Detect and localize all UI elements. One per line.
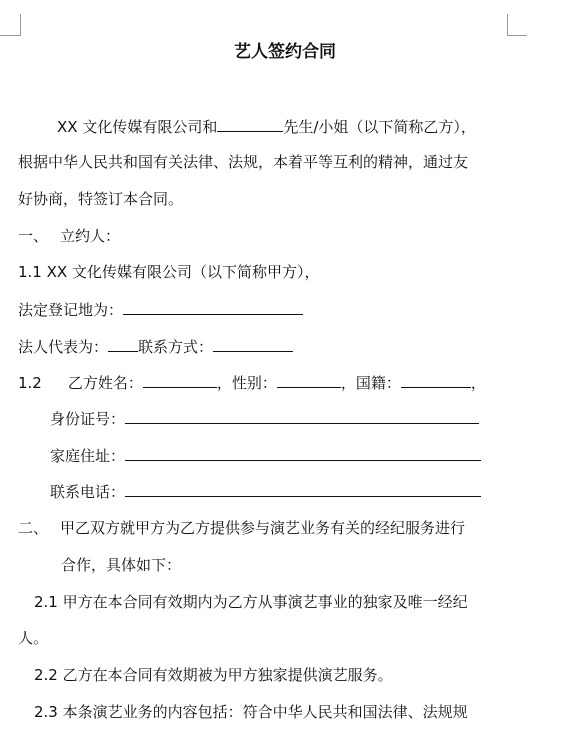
trailing-comma: ， [470, 374, 486, 392]
nationality-label: ，国籍： [340, 374, 401, 392]
registered-address-row [18, 299, 303, 320]
clause-2-2: 2.2 乙方在本合同有效期被为甲方独家提供演艺服务。 [34, 666, 393, 684]
id-number-field[interactable] [125, 408, 479, 424]
crop-mark-top-right [507, 14, 516, 36]
contact-label: 联系方式： [138, 338, 214, 356]
section-1-title: 立约人： [60, 227, 121, 245]
crop-mark-top-right-h [507, 35, 527, 37]
intro-line-1 [57, 116, 476, 137]
intro-line-3: 好协商，特签订本合同。 [18, 190, 184, 208]
clause-2-3: 2.3 本条演艺业务的内容包括：符合中华人民共和国法律、法规规 [34, 703, 468, 721]
contact-blank[interactable] [213, 336, 293, 352]
clause-1-1: 1.1 XX 文化传媒有限公司（以下简称甲方）， [18, 263, 320, 281]
home-address-label: 家庭住址： [50, 447, 126, 465]
registered-address-blank[interactable] [123, 299, 303, 315]
phone-label: 联系电话： [50, 483, 126, 501]
id-number-row [50, 408, 479, 429]
legal-rep-blank[interactable] [108, 336, 138, 352]
clause-1-2-number: 1.2 [18, 374, 42, 392]
gender-label: ，性别： [216, 374, 277, 392]
registered-address-label: 法定登记地为： [18, 301, 124, 319]
contract-title: 艺人签约合同 [234, 42, 336, 62]
clause-2-1-line-1: 2.1 甲方在本合同有效期内为乙方从事演艺事业的独家及唯一经纪 [34, 593, 468, 611]
crop-mark-top-left-h [0, 35, 20, 37]
legal-rep-label: 法人代表为： [18, 338, 109, 356]
party-b-name-field[interactable] [143, 372, 217, 388]
id-number-label: 身份证号： [50, 410, 126, 428]
home-address-field[interactable] [125, 445, 481, 461]
crop-mark-top-left [12, 14, 21, 36]
intro-line-2: 根据中华人民共和国有关法律、法规，本着平等互利的精神，通过友 [18, 153, 469, 171]
intro-party-b: 先生/小姐（以下简称乙方）， [283, 118, 476, 136]
section-2-title: 甲乙双方就甲方为乙方提供参与演艺业务有关的经纪服务进行 [60, 519, 466, 537]
section-1-heading [18, 226, 120, 246]
phone-field[interactable] [125, 481, 481, 497]
clause-2-1-line-2: 人。 [18, 629, 49, 647]
nationality-field[interactable] [401, 372, 471, 388]
section-2-number: 二、 [18, 519, 49, 537]
section-2-heading-line-2: 合作，具体如下： [61, 556, 182, 574]
clause-1-2-row [18, 372, 486, 393]
phone-row [50, 481, 481, 502]
legal-rep-row [18, 336, 293, 357]
party-b-name-blank[interactable] [217, 116, 283, 132]
section-2-heading-line-1 [18, 518, 465, 538]
gender-field[interactable] [277, 372, 341, 388]
party-b-name-label: 乙方姓名： [67, 374, 143, 392]
section-1-number: 一、 [18, 227, 49, 245]
home-address-row [50, 445, 481, 466]
intro-company: XX 文化传媒有限公司和 [57, 118, 218, 136]
